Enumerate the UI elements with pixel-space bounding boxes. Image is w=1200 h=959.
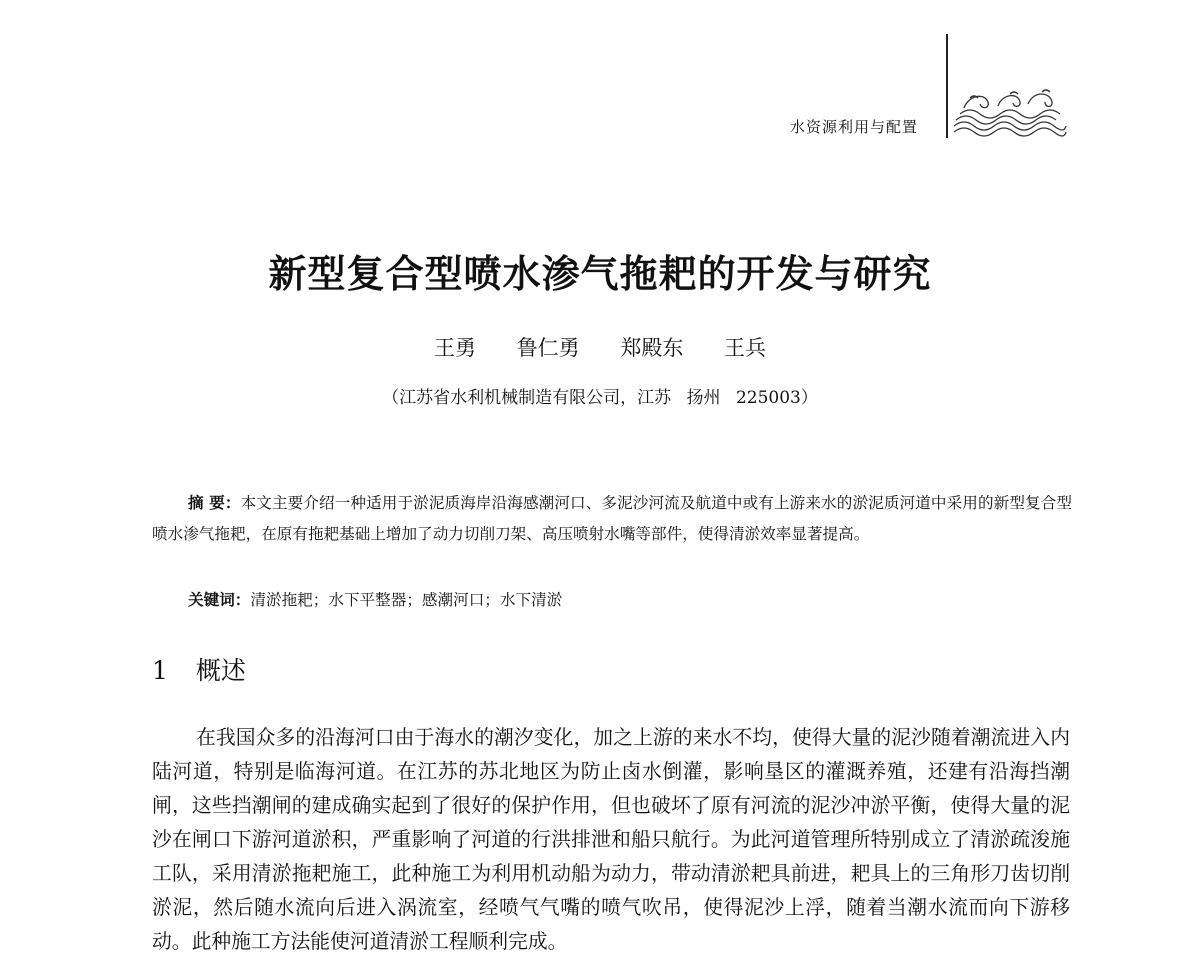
journal-section-label: 水资源利用与配置 (790, 118, 919, 136)
abstract-paragraph (152, 488, 1072, 550)
section-title: 概述 (195, 656, 246, 685)
keywords-label: 关键词： (188, 591, 251, 609)
header-divider (946, 34, 948, 138)
section-number: 1 (152, 656, 168, 685)
keywords-line (188, 588, 1068, 610)
section-heading (152, 651, 246, 687)
paper-title: 新型复合型喷水渗气拖耙的开发与研究 (268, 251, 932, 296)
author-name: 王勇 (433, 336, 476, 360)
wave-ornament-icon (950, 84, 1068, 138)
body-paragraph: 在我国众多的沿海河口由于海水的潮汐变化，加之上游的来水不均，使得大量的泥沙随着潮流进入内陆河道，特别是临海河道。在江苏的苏北地区为防止卤水倒灌，影响垦区的灌溉养殖，还建有沿海挡潮闸，这些挡潮闸的建成确实起到了很好的保护作用，但也破坏了原有河流的泥沙冲淤平衡，使得大量的泥沙在闸口下游河道淤积，严重影响了河道的行洪排泄和船只航行。为此河道管理所特别成立了清淤疏浚施工队，采用清淤拖耙施工，此种施工为利用机动船为动力，带动清淤耙具前进，耙具上的三角形刀齿切削淤泥，然后随水流向后进入涡流室，经喷气气嘴的喷气吹吊，使得泥沙上浮，随着当潮水流而向下游移动。此种施工方法能使河道清淤工程顺利完成。 (152, 726, 1070, 953)
abstract-text: 本文主要介绍一种适用于淤泥质海岸沿海感潮河口、多泥沙河流及航道中或有上游来水的淤泥质河道中采用的新型复合型喷水渗气拖耙，在原有拖耙基础上增加了动力切削刀架、高压喷射水嘴等部件，使得清淤效率显著提高。 (152, 494, 1072, 543)
author-list (0, 332, 1200, 362)
keywords-text: 清淤拖耙；水下平整器；感潮河口；水下清淤 (250, 591, 563, 609)
author-affiliation: （江苏省水利机械制造有限公司，江苏 扬州 225003） (382, 388, 818, 408)
author-name: 王兵 (724, 336, 767, 360)
author-name: 郑殿东 (620, 336, 684, 360)
abstract-label: 摘 要： (188, 494, 241, 512)
author-name: 鲁仁勇 (516, 336, 580, 360)
